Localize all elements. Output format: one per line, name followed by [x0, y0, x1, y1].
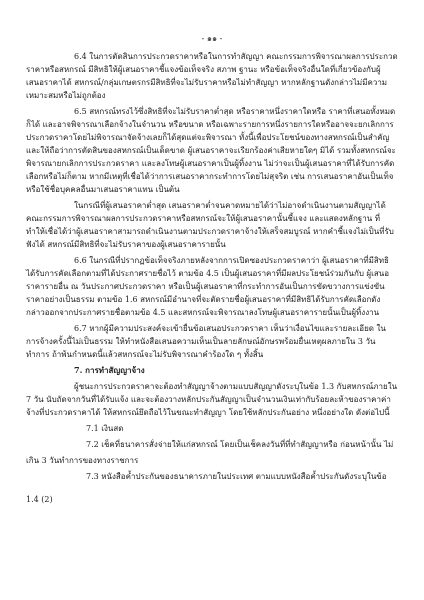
item-7-1: 7.1 เงินสด [86, 424, 124, 433]
page-number: - ๑๑ - [201, 34, 223, 43]
item-7-2-continuation: เกิน 3 วันทำการของทางราชการ [26, 456, 139, 465]
section-7-heading: 7. การทำสัญญาจ้าง [74, 365, 145, 375]
paragraph-6-4: 6.4 ในการตัดสินการประกวดราคาหรือในการทำสัญญา คณะกรรมการพิจารณาผลการประกวดราคาหรือสหกรณ์ มีสิทธิให้ผู้เสนอราคาชี้แจงข้อเท็จจริง สภาพ ฐานะ หรือข้อเท็จจริงอื่นใดที่เกี่ยวข้องกับผู้เสนอราคาได้ สหกรณ์/กลุ่มเกษตรกรมีสิทธิที่จะไม่รับราคาหรือไม่ทำสัญญา หากหลักฐานดังกล่าวไม่มีความเหมาะสมหรือไม่ถูกต้อง [26, 52, 398, 100]
item-7-2: 7.2 เช็คที่ธนาคารสั่งจ่ายให้แก่สหกรณ์ โดยเป็นเช็คลงวันที่ที่ทำสัญญาหรือ ก่อนหน้านั้น ไม่ [86, 440, 394, 449]
item-7-3: 7.3 หนังสือค้ำประกันของธนาคารภายในประเทศ ตามแบบหนังสือค้ำประกันดังระบุในข้อ [86, 472, 387, 481]
paragraph-6-6: 6.6 ในกรณีที่ปรากฏข้อเท็จจริงภายหลังจากการเปิดซองประกวดราคาว่า ผู้เสนอราคาที่มีสิทธิได้รับการคัดเลือกตามที่ได้ประกาศรายชื่อไว้ ตามข้อ 4.5 เป็นผู้เสนอราคาที่มีผลประโยชน์ร่วมกันกับ ผู้เสนอราคารายอื่น ณ วันประกาศประกวดราคา หรือเป็นผู้เสนอราคาที่กระทำการอันเป็นการขัดขวางการแข่งขันราคาอย่างเป็นธรรม ตามข้อ 1.6 สหกรณ์มีอำนาจที่จะตัดรายชื่อผู้เสนอราคาที่มีสิทธิได้รับการคัดเลือกดังกล่าวออกจากประกาศรายชื่อตามข้อ 4.5 และสหกรณ์จะพิจารณาลงโทษผู้เสนอราคารายนั้นเป็นผู้ทิ้งงาน [26, 256, 390, 317]
section-7-intro: ผู้ชนะการประกวดราคาจะต้องทำสัญญาจ้างตามแบบสัญญาดังระบุในข้อ 1.3 กับสหกรณ์ภายใน 7 วัน นับถัดจากวันที่ได้รับแจ้ง และจะต้องวางหลักประกันสัญญาเป็นจำนวนเงินเท่ากับร้อยละห้าของราคาค่าจ้างที่ประกวดราคาได้ ให้สหกรณ์ยึดถือไว้ในขณะทำสัญญา โดยใช้หลักประกันอย่าง หนึ่งอย่างใด ดังต่อไปนี้ [26, 382, 398, 417]
paragraph-6-7: 6.7 หากผู้มีความประสงค์จะเข้ายื่นข้อเสนอประกวดราคา เห็นว่าเงื่อนไขและรายละเอียด ในการจ้างครั้งนี้ไม่เป็นธรรม ให้ทำหนังสือเสนอความเห็นเป็นลายลักษณ์อักษรพร้อมยื่นเหตุผลภายใน 3 วันทำการ ถ้าพ้นกำหนดนี้แล้วสหกรณ์จะไม่รับพิจารณาคำร้องใด ๆ ทั้งสิ้น [26, 324, 386, 359]
item-7-3-reference: 1.4 (2) [26, 495, 53, 504]
paragraph-lowest-bid: ในกรณีที่ผู้เสนอราคาต่ำสุด เสนอราคาต่ำจนคาดหมายได้ว่าไม่อาจดำเนินงานตามสัญญาได้ คณะกรรมการพิจารณาผลการประกวดราคาหรือสหกรณ์จะให้ผู้เสนอราคานั้นชี้แจง และแสดงหลักฐาน ที่ทำให้เชื่อได้ว่าผู้เสนอราคาสามารถดำเนินงานตามประกวดราคาจ้างให้เสร็จสมบูรณ์ หากคำชี้แจงไม่เป็นที่รับฟังได้ สหกรณ์มีสิทธิที่จะไม่รับราคาของผู้เสนอราคารายนั้น [26, 201, 394, 249]
paragraph-6-5: 6.5 สหกรณ์ทรงไว้ซึ่งสิทธิที่จะไม่รับราคาต่ำสุด หรือราคาหนึ่งราคาใดหรือ ราคาที่เสนอทั้งหมดก็ได้ และอาจพิจารณาเลือกจ้างในจำนวน หรือขนาด หรือเฉพาะรายการหนึ่งรายการใดหรืออาจจะยกเลิกการประกวดราคาโดยไม่พิจารณาจัดจ้างเลยก็ได้สุดแต่จะพิจารณา ทั้งนี้เพื่อประโยชน์ของทางสหกรณ์เป็นสำคัญ และให้ถือว่าการตัดสินของสหกรณ์เป็นเด็ดขาด ผู้เสนอราคาจะเรียกร้องค่าเสียหายใดๆ มิได้ รวมทั้งสหกรณ์จะพิจารณายกเลิกการประกวดราคา และลงโทษผู้เสนอราคาเป็นผู้ทิ้งงาน ไม่ว่าจะเป็นผู้เสนอราคาที่ได้รับการคัดเลือกหรือไม่ก็ตาม หากมีเหตุที่เชื่อได้ว่าการเสนอราคากระทำการโดยไม่สุจริต เช่น การเสนอราคาอันเป็นเท็จ หรือใช้ชื่อบุคคลอื่นมาเสนอราคาแทน เป็นต้น [26, 107, 396, 194]
